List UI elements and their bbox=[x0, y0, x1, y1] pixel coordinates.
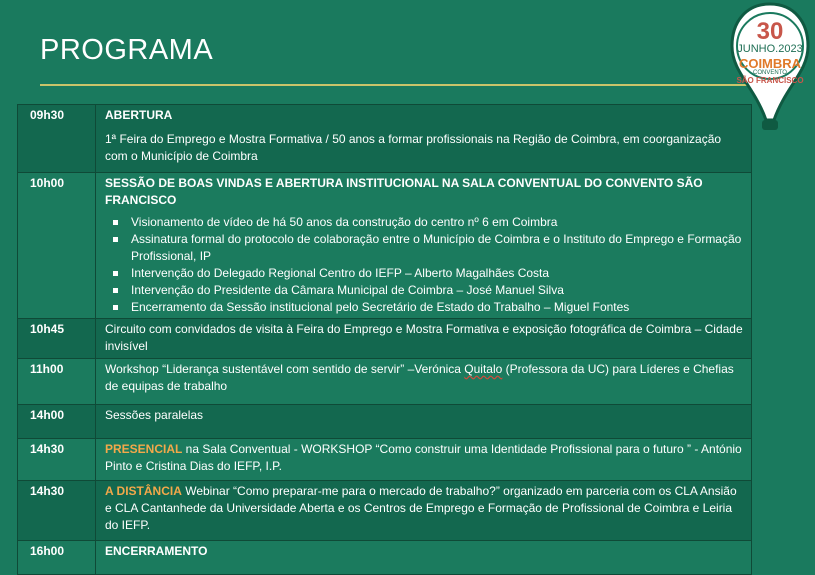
time-cell: 16h00 bbox=[18, 541, 96, 575]
table-row bbox=[18, 481, 752, 541]
badge-day: 30 bbox=[756, 18, 784, 45]
table-row bbox=[18, 541, 752, 575]
row-heading: SESSÃO DE BOAS VINDAS E ABERTURA INSTITUCIONAL NA SALA CONVENTUAL DO CONVENTO SÃO FRANCISCO bbox=[105, 176, 703, 207]
time-cell: 14h30 bbox=[18, 481, 96, 541]
time-cell: 14h00 bbox=[18, 405, 96, 439]
time-cell: 14h30 bbox=[18, 439, 96, 481]
square-bullet-icon bbox=[113, 237, 118, 242]
description-cell: ENCERRAMENTO bbox=[96, 541, 752, 575]
table-row bbox=[18, 105, 752, 173]
page-title: PROGRAMA bbox=[40, 34, 214, 66]
title-divider bbox=[40, 84, 752, 86]
table-row bbox=[18, 173, 752, 319]
square-bullet-icon bbox=[113, 271, 118, 276]
list-item: Visionamento de vídeo de há 50 anos da construção do centro nº 6 em Coimbra bbox=[111, 214, 743, 231]
description-cell bbox=[96, 105, 752, 173]
program-table bbox=[17, 104, 752, 575]
description-cell: PRESENCIAL na Sala Conventual - WORKSHOP “Como construir uma Identidade Profissional para o futuro ” - António Pinto e Cristina Dias do IEFP, I.P. bbox=[96, 439, 752, 481]
spellcheck-word: Quitalo bbox=[464, 362, 503, 376]
description-cell: Workshop “Liderança sustentável com sentido de servir” –Verónica Quitalo (Professora da UC) para Líderes e Chefias de equipas de trabalho bbox=[96, 359, 752, 405]
description-cell: Circuito com convidados de visita à Feira do Emprego e Mostra Formativa e exposição fotográfica de Coimbra – Cidade invisível bbox=[96, 319, 752, 359]
row-heading: ABERTURA bbox=[105, 108, 173, 122]
time-cell: 11h00 bbox=[18, 359, 96, 405]
badge-city: COIMBRA bbox=[738, 56, 802, 71]
square-bullet-icon bbox=[113, 305, 118, 310]
list-item: Encerramento da Sessão institucional pelo Secretário de Estado do Trabalho – Miguel Fontes bbox=[111, 299, 743, 316]
presencial-label: PRESENCIAL bbox=[105, 442, 183, 456]
badge-convento: CONVENTO bbox=[753, 70, 787, 76]
table-row bbox=[18, 319, 752, 359]
time-cell: 10h00 bbox=[18, 173, 96, 319]
badge-sao-francisco: SÃO FRANCISCO bbox=[736, 76, 804, 85]
square-bullet-icon bbox=[113, 220, 118, 225]
badge-month-year: JUNHO.2023 bbox=[737, 43, 803, 55]
distancia-label: A DISTÂNCIA bbox=[105, 484, 182, 498]
list-item: Intervenção do Presidente da Câmara Municipal de Coimbra – José Manuel Silva bbox=[111, 282, 743, 299]
description-cell: Sessões paralelas bbox=[96, 405, 752, 439]
description-cell bbox=[96, 173, 752, 319]
square-bullet-icon bbox=[113, 288, 118, 293]
table-row bbox=[18, 359, 752, 405]
table-row bbox=[18, 405, 752, 439]
description-cell: A DISTÂNCIA Webinar “Como preparar-me para o mercado de trabalho?” organizado em parceria com os CLA Ansião e CLA Cantanhede da Universidade Aberta e os Centros de Emprego e Formação de Profissional de Coimbra e Leiria do IEFP. bbox=[96, 481, 752, 541]
time-cell: 09h30 bbox=[18, 105, 96, 173]
time-cell: 10h45 bbox=[18, 319, 96, 359]
bullet-list bbox=[105, 214, 743, 316]
row-text: 1ª Feira do Emprego e Mostra Formativa / 50 anos a formar profissionais na Região de Coimbra, em coorganização com o Município de Coimbra bbox=[105, 132, 722, 163]
list-item: Intervenção do Delegado Regional Centro do IEFP – Alberto Magalhães Costa bbox=[111, 265, 743, 282]
table-row bbox=[18, 439, 752, 481]
list-item: Assinatura formal do protocolo de colaboração entre o Município de Coimbra e o Instituto do Emprego e Formação Profissional, IP bbox=[111, 231, 743, 265]
